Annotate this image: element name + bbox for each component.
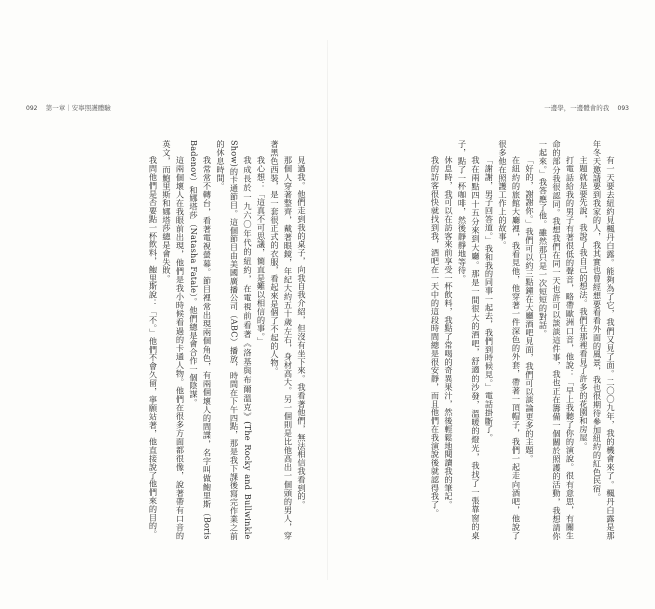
left-running-header bbox=[26, 104, 111, 113]
paragraph: 我成長於一九六〇年代的紐約，在電視前看著《洛基與布爾溫克》(The Rocky and Bullwinkle Show)的卡通節目。這個節目由美國廣播公司（ABC）播放，時間在下午四點，那是我下課後寫完作業之前的休息時間。 bbox=[216, 140, 253, 540]
right-page-number: 093 bbox=[617, 105, 629, 112]
left-page bbox=[38, 140, 308, 540]
paragraph: 我問他們是否要點一杯飲料，鮑里斯說：「不。」他們不會久留，寧願站著，他直接說了他們來的目的。 bbox=[148, 156, 159, 539]
right-running-head: 一邊學，一邊體會的我 bbox=[544, 104, 610, 112]
paragraph: 我常常不轉台，看著電視螢幕。節目裡常出現兩個角色，有兩個壞人的間諜，名字叫做鮑里斯（Boris Badenov）和娜塔莎（Natasha Fatale）。他們總是會合作一個陰謀。 bbox=[189, 140, 213, 540]
left-page-number: 092 bbox=[26, 105, 38, 112]
paragraph: 在紐約的旅館大廳裡，我看見他，他穿著一件深色的外套，帶著一頂帽子，我們一起走向酒吧，他說了很多他在照護工作上的故事。 bbox=[498, 140, 522, 540]
left-page-body bbox=[38, 140, 308, 540]
right-page bbox=[347, 140, 617, 540]
paragraph: 我的訪客很快就找到我，酒吧在一天中的這段時間總是很安靜，而且他們在我演說後就認得我了。 bbox=[430, 156, 441, 518]
paragraph: 休息時，我可以在訪客來前享受一杯飲料，我點了常喝的奇異果汁，然後輕鬆地閱讀我的筆記。 bbox=[444, 156, 454, 510]
left-running-head: 第一章｜安寧照護體驗 bbox=[45, 104, 111, 112]
right-running-header bbox=[544, 104, 629, 113]
paragraph: 這兩個壞人在我眼前出現，他們是我小時候看過的卡通人物。他們在很多方面都很像，說著帶有口音的英文，而鮑里斯和娜塔莎總是會失敗。 bbox=[162, 140, 186, 540]
paragraph: 我在兩點四十五分來到大廳。那是一間很大的酒吧，舒適的沙發，溫暖的燈光，我找了一張靠窗的桌子，點了一杯咖啡，然後靜靜地等待。 bbox=[457, 140, 481, 540]
paragraph: 我心想：「這真不可思議，簡直是難以相信的事。」 bbox=[256, 156, 267, 346]
book-gutter bbox=[327, 40, 328, 580]
paragraph: 打電話給我的男子有著很低的聲音，略帶歐洲口音，他說：「早上我聽了你的演說。很有意思，有關生命的部分我很認同。我想我們在同一天也許可以談談這件事，我也正在籌備一個關於照護的活動，我想請你一起來。」我答應了他。雖然那只是一次短短的對話。 bbox=[538, 140, 576, 540]
paragraph: 有一天要去紐約見楓丹白露。能夠為了它，我們又見了面。二〇〇九年，我的機會來了。楓丹白露是那年冬天邀請要到我家的人，我其實也曾經想要看看外面的風景，我也很期待參加紐約的紅色民宿。 bbox=[592, 140, 616, 540]
paragraph: 那個人穿著整齊，戴著眼鏡，年紀大約五十歲左右，身材高大。另一個則是比他高出一個頭的男人，穿著黑色西裝，是一套很正式的衣服，看起來是個了不起的人物。 bbox=[270, 140, 294, 540]
paragraph: 「謝謝，男子回答道。」我和我的同事一起去，我們到時候見。」電話掛斷了。 bbox=[484, 156, 495, 443]
right-page-body bbox=[347, 140, 617, 540]
paragraph: 「好的，謝謝你。」我們可以約三點鐘在大廳酒吧見面，我們可以談論更多的主題。 bbox=[525, 156, 535, 464]
paragraph: 見過我。他們走到我的桌子，向我自我介紹，但沒有坐下來。我看著他們，無法相信我看到的。 bbox=[297, 156, 307, 510]
paragraph: 主題就是要先說，我說了我自己的想法。我們在那裡看見了許多的花園和房屋。 bbox=[579, 156, 589, 451]
